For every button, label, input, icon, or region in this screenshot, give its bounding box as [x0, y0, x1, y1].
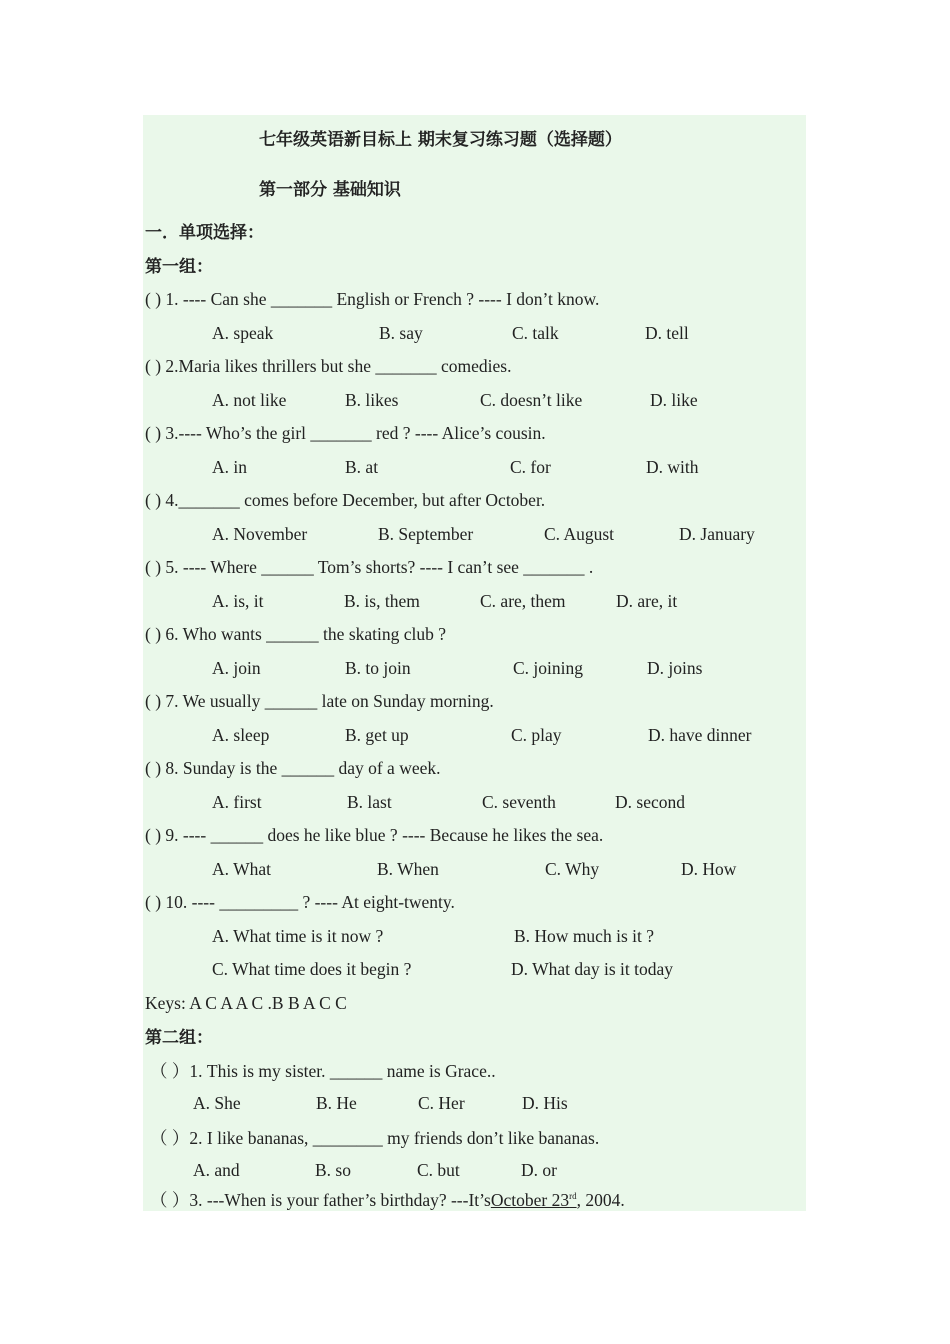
question-stem: ( ) 9. ---- ______ does he like blue ? ---- Because he likes the sea.	[145, 825, 604, 845]
option-d: D. What day is it today	[511, 959, 674, 979]
option-b: B. When	[377, 859, 439, 879]
option-a: A. join	[212, 658, 261, 678]
option-c: C. talk	[512, 323, 559, 343]
option-c: C. Why	[545, 859, 600, 879]
question-stem: ( ) 7. We usually ______ late on Sunday morning.	[145, 691, 494, 711]
option-a: A. and	[193, 1160, 240, 1180]
option-d: D. His	[522, 1093, 568, 1113]
option-a: A. November	[212, 524, 308, 544]
q3-date-suffix: rd	[569, 1191, 577, 1202]
option-d: D. second	[615, 792, 685, 812]
option-c: C. Her	[418, 1093, 465, 1113]
option-b: B. to join	[345, 658, 411, 678]
question-stem: ( ) 5. ---- Where ______ Tom’s shorts? ---- I can’t see _______ .	[145, 557, 594, 577]
question-stem: ( ) 4._______ comes before December, but after October.	[145, 490, 546, 510]
option-a: A. sleep	[212, 725, 270, 745]
question-stem: ( ) 2.Maria likes thrillers but she _______ comedies.	[145, 356, 512, 376]
option-a: A. What time is it now ?	[212, 926, 384, 946]
question-stem: （ ）1. This is my sister. ______ name is Grace..	[150, 1061, 496, 1081]
group2-heading: 第二组：	[145, 1028, 213, 1048]
option-d: D. like	[650, 390, 698, 410]
option-a: A. first	[212, 792, 262, 812]
option-d: D. tell	[645, 323, 689, 343]
option-b: B. is, them	[344, 591, 420, 611]
option-b: B. likes	[345, 390, 399, 410]
question-stem: ( ) 1. ---- Can she _______ English or French ? ---- I don’t know.	[145, 289, 600, 309]
option-a: A. is, it	[212, 591, 264, 611]
option-c: C. doesn’t like	[480, 390, 583, 410]
option-c: C. seventh	[482, 792, 556, 812]
question-stem-q3	[150, 1189, 625, 1211]
option-b: B. September	[378, 524, 474, 544]
option-d: D. How	[681, 859, 737, 879]
q3-prefix: （ ）3. ---When is your father’s birthday? ---It’s	[150, 1190, 491, 1210]
option-d: D. have dinner	[648, 725, 752, 745]
option-c: C. play	[511, 725, 562, 745]
option-d: D. or	[521, 1160, 557, 1180]
option-b: B. get up	[345, 725, 409, 745]
option-b: B. How much is it ?	[514, 926, 654, 946]
question-stem: （ ）2. I like bananas, ________ my friends don’t like bananas.	[150, 1128, 600, 1148]
option-c: C. joining	[513, 658, 584, 678]
question-stem: ( ) 3.---- Who’s the girl _______ red ? ---- Alice’s cousin.	[145, 423, 546, 443]
q3-date-text: October 23	[490, 1190, 570, 1210]
group1-heading: 第一组：	[145, 257, 213, 277]
option-c: C. but	[417, 1160, 460, 1180]
section-heading: 一．单项选择：	[145, 223, 264, 243]
option-b: B. last	[347, 792, 392, 812]
option-a: A. not like	[212, 390, 287, 410]
option-d: D. joins	[647, 658, 703, 678]
q3-underlined-date	[491, 1190, 577, 1210]
question-stem: ( ) 8. Sunday is the ______ day of a week.	[145, 758, 441, 778]
option-a: A. in	[212, 457, 247, 477]
part-heading: 第一部分 基础知识	[259, 180, 401, 200]
option-c: C. August	[544, 524, 615, 544]
option-d: D. are, it	[616, 591, 678, 611]
option-c: C. are, them	[480, 591, 566, 611]
option-c: C. What time does it begin ?	[212, 959, 412, 979]
option-b: B. He	[316, 1093, 357, 1113]
question-stem: ( ) 6. Who wants ______ the skating club ?	[145, 624, 447, 644]
option-b: B. so	[315, 1160, 351, 1180]
option-a: A. She	[193, 1093, 241, 1113]
option-d: D. with	[646, 457, 699, 477]
q3-suffix: , 2004.	[576, 1190, 625, 1210]
question-stem: ( ) 10. ---- _________ ? ---- At eight-twenty.	[145, 892, 455, 912]
option-a: A. speak	[212, 323, 274, 343]
option-b: B. at	[345, 457, 379, 477]
option-b: B. say	[379, 323, 423, 343]
option-c: C. for	[510, 457, 551, 477]
option-d: D. January	[679, 524, 755, 544]
answer-keys: Keys: A C A A C .B B A C C	[145, 993, 347, 1013]
option-a: A. What	[212, 859, 271, 879]
page-title: 七年级英语新目标上 期末复习练习题（选择题）	[259, 130, 622, 150]
